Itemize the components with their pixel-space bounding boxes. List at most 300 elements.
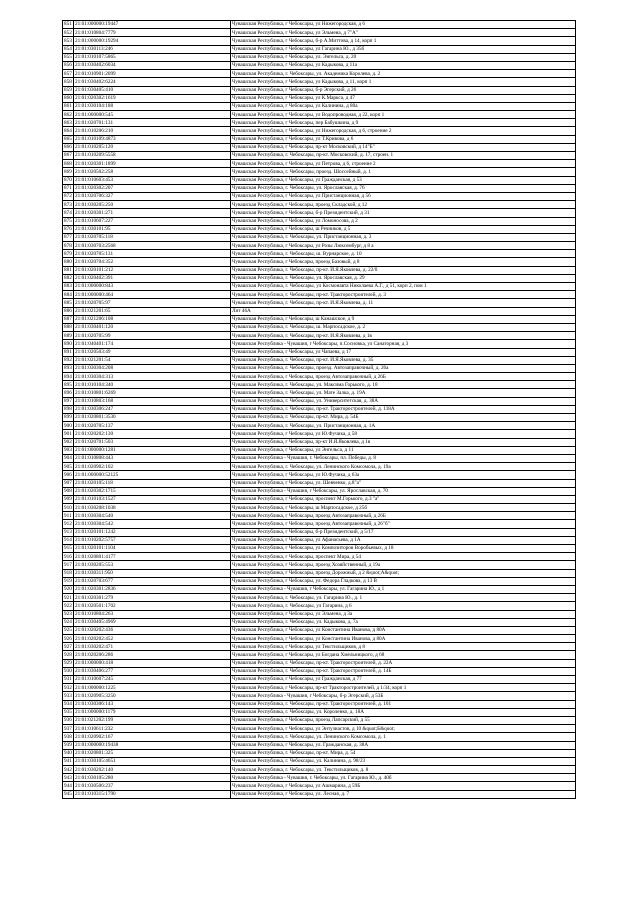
address-cell: Чувашская Республика, г. Чебоксары, ул. Ярославская, д. 76 (231, 184, 576, 192)
cadastral-number-cell: 21:01:030703:2568 (74, 242, 231, 250)
cadastral-number-cell: 21:01:030104:188 (74, 102, 231, 110)
table-row (63, 405, 576, 413)
cadastral-number-cell: 21:01:000000:464 (74, 291, 231, 299)
row-number-cell: 883 (64, 283, 72, 290)
table-row (63, 53, 576, 61)
address-cell: Чувашская Республика, г Чебоксары, проезд Дорожный, д 2 &quot;А&quot; (231, 569, 576, 577)
table-row (63, 274, 576, 282)
row-number-cell: 936 (64, 717, 72, 724)
row-number-cell: 868 (64, 160, 72, 167)
row-number-cell: 899 (64, 414, 72, 421)
cadastral-number-cell: 21:01:030401:120 (74, 323, 231, 331)
table-row (63, 545, 576, 553)
cadastral-number-cell: 21:01:021201:54 (74, 356, 231, 364)
address-cell: Чувашская Республика, г Чебоксары, пр-кт Тракторостроителей, д 1/34, корп 1 (231, 684, 576, 692)
row-number-cell: 897 (64, 398, 72, 405)
address-cell: Чувашская Республика, г Чебоксары, проезд Хозяйственный, д 19а (231, 561, 576, 569)
table-row (63, 643, 576, 651)
address-cell: Чувашская Республика, г. Чебоксары, ул. Пристанционная, д. 3 (231, 233, 576, 241)
address-cell: Чувашская Республика, г. Чебоксары, проезд. Шоссейный, д. 1 (231, 168, 576, 176)
row-number-cell: 920 (64, 586, 72, 593)
row-number-cell: 922 (64, 602, 72, 609)
cadastral-number-cell: 21:01:020501:1702 (74, 602, 231, 610)
row-number-cell: 917 (64, 561, 72, 568)
address-cell: Чувашская Республика, г Чебоксары, проезд Автозаправочный, д 26"б" (231, 520, 576, 528)
row-number-cell: 873 (64, 201, 72, 208)
cadastral-number-cell: 21:01:020801:4177 (74, 553, 231, 561)
table-row (63, 667, 576, 675)
table-row (63, 135, 576, 143)
address-cell: Чувашская Республика, г Чебоксары, ул Энгельса, д 11 (231, 446, 576, 454)
row-number-cell: 943 (64, 774, 72, 781)
cadastral-number-cell: 21:01:020101:1104 (74, 545, 231, 553)
cadastral-number-cell: 21:01:020402:391 (74, 274, 231, 282)
address-cell: Чувашская Республика, г. Чебоксары, ул. Калинина, д. 98/23 (231, 757, 576, 765)
row-number-cell: 896 (64, 389, 72, 396)
address-cell: Чувашская Республика, г. Чебоксары, ул Космонавта Николаева А.Г., д 51, корп 2, пом 1 (231, 283, 576, 291)
row-number-cell: 911 (64, 512, 72, 519)
table-row (63, 716, 576, 724)
table-row (63, 414, 576, 422)
cadastral-number-cell: 21:01:010804:263 (74, 610, 231, 618)
address-cell: Чувашская Республика, г Чебоксары, ул Афанасьева, д 1А (231, 536, 576, 544)
row-number-cell: 876 (64, 226, 72, 233)
table-row (63, 78, 576, 86)
registry-table (62, 20, 576, 799)
table-row (63, 283, 576, 291)
cadastral-number-cell: 21:01:020705:118 (74, 233, 231, 241)
address-cell: Чувашская Республика, г. Чебоксары, пр-кт. Московский, д. 17, строен. 1 (231, 152, 576, 160)
row-number-cell: 942 (64, 766, 72, 773)
address-cell: Чувашская Республика, г Чебоксары, проспект Мира, д 54 (231, 553, 576, 561)
address-cell: Чувашская Республика, г. Чебоксары, ул. Максима Горького, д. 18 (231, 381, 576, 389)
table-row (63, 111, 576, 119)
cadastral-number-cell: 21:01:020202:130 (74, 430, 231, 438)
table-row (63, 700, 576, 708)
table-row (63, 381, 576, 389)
address-cell: Чувашская Республика, г Чебоксары, ш Канашское, д 9 (231, 315, 576, 323)
cadastral-number-cell: 21:01:020301:279 (74, 594, 231, 602)
address-cell: Чувашская Республика, г. Чебоксары, пр-кт. Тракторостроителей, д. 3 (231, 291, 576, 299)
address-cell: Чувашская Республика, г. Чебоксары, пр-кт. Тракторостроителей, д. 118А (231, 405, 576, 413)
cadastral-number-cell: 21:01:010103:1527 (74, 495, 231, 503)
cadastral-number-cell: 21:01:010808:443 (74, 454, 231, 462)
cadastral-number-cell: 21:01:020703:677 (74, 577, 231, 585)
cadastral-number-cell: 21:01:020503:49 (74, 348, 231, 356)
address-cell: Чувашская Республика, г. Чебоксары, пр-кт. И.Я.Яковлева, д 1в (231, 332, 576, 340)
cadastral-number-cell: 21:01:000000:19294 (74, 37, 231, 45)
address-cell: Чувашская Республика, г. Чебоксары, проезд. Автозаправочный, д. 26а (231, 364, 576, 372)
row-number-cell: 932 (64, 684, 72, 691)
row-number-cell: 898 (64, 406, 72, 413)
cadastral-number-cell: 21:01:010607:245 (74, 676, 231, 684)
address-cell: Чувашская Республика, г. Чебоксары, пр-кт. И.Я.Яковлева, д. 11 (231, 299, 576, 307)
row-number-cell: 879 (64, 250, 72, 257)
table-row (63, 708, 576, 716)
row-number-cell: 866 (64, 144, 72, 151)
address-cell: Чувашская Республика, г. Чебоксары, ш. Марпосадское, д. 2 (231, 323, 576, 331)
row-number-cell: 919 (64, 578, 72, 585)
row-number-cell: 884 (64, 291, 72, 298)
cadastral-number-cell: 21:01:020701:131 (74, 119, 231, 127)
table-row (63, 233, 576, 241)
address-cell: Чувашская Республика, г Чебоксары, ул. Гражданская, д. 38А (231, 741, 576, 749)
address-cell: Чувашская Республика, г Чебоксары, ул Розы Люксембург, д 8 а (231, 242, 576, 250)
address-cell: Чувашская Республика, г. Чебоксары, ул. Университетская, д. 38А (231, 397, 576, 405)
address-cell: Чувашская Республика, г. Чебоксары, пр-кт. И.Я.Яковлева, д. 35 (231, 356, 576, 364)
row-number-cell: 935 (64, 709, 72, 716)
cadastral-number-cell: 21:01:030202:471 (74, 643, 231, 651)
row-number-cell: 923 (64, 610, 72, 617)
cadastral-number-cell: 21:01:020105:118 (74, 479, 231, 487)
cadastral-number-cell: 21:01:020301:1899 (74, 160, 231, 168)
table-row (63, 176, 576, 184)
cadastral-number-cell: 21:01:020302:1715 (74, 487, 231, 495)
row-number-cell: 854 (64, 46, 72, 53)
row-number-cell: 904 (64, 455, 72, 462)
cadastral-number-cell: 21:01:030402:6034 (74, 61, 231, 69)
table-row (63, 635, 576, 643)
row-number-cell: 892 (64, 357, 72, 364)
address-cell: Чувашская Республика, г. Чебоксары, ул. Гагарина Ю., д. 1 (231, 594, 576, 602)
address-cell: Чувашская Республика, г Чебоксары, ул Нижегородская, д 6, строение 2 (231, 127, 576, 135)
cadastral-number-cell: 21:01:020704:352 (74, 258, 231, 266)
cadastral-number-cell: 21:01:010205:120 (74, 143, 231, 151)
row-number-cell: 882 (64, 275, 72, 282)
row-number-cell: 927 (64, 643, 72, 650)
registry-table-body (63, 21, 576, 799)
row-number-cell: 931 (64, 676, 72, 683)
address-cell: Чувашская Республика, г Чебоксары, ул Ю.Фучика, д 63а (231, 471, 576, 479)
cadastral-number-cell: 21:01:030202:140 (74, 766, 231, 774)
address-cell: Чувашская Республика, г Чебоксары, ул Эльмена, д 3а (231, 610, 576, 618)
address-cell: Чувашская Республика, г Чебоксары, б-р А.Миттова, д 14, корп 1 (231, 37, 576, 45)
table-row (63, 495, 576, 503)
row-number-cell: 913 (64, 529, 72, 536)
cadastral-number-cell: 21:01:030205:250 (74, 201, 231, 209)
table-row (63, 725, 576, 733)
row-number-cell: 855 (64, 54, 72, 61)
table-row (63, 201, 576, 209)
table-row (63, 610, 576, 618)
address-cell: Чувашская Республика, г Чебоксары, ул Калинина, д 80а (231, 102, 576, 110)
address-cell: Чувашская Республика, г Чебоксары, ул Нижегородская, д 6 (231, 21, 576, 29)
cadastral-number-cell: 21:01:010804:7779 (74, 29, 231, 37)
cadastral-number-cell: 21:01:030101:95 (74, 225, 231, 233)
cadastral-number-cell: 21:01:000000:545 (74, 111, 231, 119)
cadastral-number-cell: 21:01:000000:52125 (74, 471, 231, 479)
cadastral-number-cell: 21:01:020801:325 (74, 749, 231, 757)
row-number-cell: 874 (64, 209, 72, 216)
row-number-cell: 906 (64, 471, 72, 478)
row-number-cell: 890 (64, 340, 72, 347)
address-cell: Чувашская Республика, г Чебоксары, ул. Федора Гладкова, д 13 В (231, 577, 576, 585)
table-row (63, 250, 576, 258)
address-cell: Чувашская Республика, г Чебоксары, ул Константина Иванова, д 80А (231, 626, 576, 634)
row-number-cell: 886 (64, 308, 72, 315)
cadastral-number-cell: 21:01:000000:19447 (74, 21, 231, 29)
table-row (63, 782, 576, 790)
table-row (63, 45, 576, 53)
address-cell: Чувашская Республика, г Чебоксары, ул Энтузиастов, д 10 &quot;Б&quot; (231, 725, 576, 733)
table-row (63, 774, 576, 782)
address-cell: Чувашская Республика, г Чебоксары, ул Константина Иванова, д 80А (231, 635, 576, 643)
table-row (63, 553, 576, 561)
row-number-cell: 856 (64, 62, 72, 69)
table-row (63, 626, 576, 634)
row-number-cell: 880 (64, 258, 72, 265)
address-cell: Чувашская Республика, г Чебоксары, проезд Автозаправочный, д 26Б (231, 512, 576, 520)
cadastral-number-cell: 21:01:000000:843 (74, 283, 231, 291)
row-number-cell: 903 (64, 447, 72, 454)
address-cell: Чувашская Республика, г Чебоксары, ул Ашмарина, д 59Б (231, 782, 576, 790)
row-number-cell: 902 (64, 439, 72, 446)
table-row (63, 70, 576, 78)
address-cell: Чувашская Республика - Чувашия, г Чебоксары, п.Сосновка, ул Санаторная, д 3 (231, 340, 576, 348)
address-cell: Чувашская Республика, г. Чебоксары, ул Гагарина, д 6 (231, 602, 576, 610)
address-cell: Лит 46А (231, 307, 576, 315)
table-row (63, 29, 576, 37)
cadastral-number-cell: 21:01:010803:168 (74, 397, 231, 405)
table-row (63, 356, 576, 364)
table-row (63, 119, 576, 127)
table-row (63, 364, 576, 372)
row-number-cell: 869 (64, 168, 72, 175)
row-number-cell: 925 (64, 627, 72, 634)
cadastral-number-cell: 21:01:020705:97 (74, 299, 231, 307)
table-row (63, 569, 576, 577)
row-number-cell: 905 (64, 463, 72, 470)
cadastral-number-cell: 21:01:010104:340 (74, 381, 231, 389)
cadastral-number-cell: 21:01:000000:1281 (74, 446, 231, 454)
cadastral-number-cell: 21:01:010607:227 (74, 217, 231, 225)
cadastral-number-cell: 21:01:010801:6269 (74, 389, 231, 397)
table-row (63, 487, 576, 495)
row-number-cell: 888 (64, 324, 72, 331)
cadastral-number-cell: 21:01:030304:540 (74, 512, 231, 520)
address-cell: Чувашская Республика, г Чебоксары, ул Т.Кривова, д 6 (231, 135, 576, 143)
cadastral-number-cell: 21:01:010603:453 (74, 176, 231, 184)
address-cell: Чувашская Республика, г Чебоксары, проезд Лапсарский, д 55 (231, 716, 576, 724)
row-number-cell: 909 (64, 496, 72, 503)
row-number-cell: 881 (64, 267, 72, 274)
cadastral-number-cell: 21:01:010611:232 (74, 725, 231, 733)
cadastral-number-cell: 21:01:030304:313 (74, 373, 231, 381)
address-cell: Чувашская Республика, г Чебоксары, пр-кт Московский, д 14"Б" (231, 143, 576, 151)
table-row (63, 258, 576, 266)
table-row (63, 512, 576, 520)
cadastral-number-cell: 21:01:020206:286 (74, 651, 231, 659)
row-number-cell: 926 (64, 635, 72, 642)
address-cell: Чувашская Республика, г. Чебоксары, ш. Вурнарское, д. 10 (231, 250, 576, 258)
row-number-cell: 901 (64, 430, 72, 437)
cadastral-number-cell: 21:01:030105:4651 (74, 757, 231, 765)
address-cell: Чувашская Республика, г Чебоксары, проезд Автозаправочный, д 26Б (231, 373, 576, 381)
address-cell: Чувашская Республика, г Чебоксары, ул Водопроводная, д 22, корп 1 (231, 111, 576, 119)
row-number-cell: 907 (64, 479, 72, 486)
address-cell: Чувашская Республика, г Чебоксары, ул К.Маркса, д 47 (231, 94, 576, 102)
cadastral-number-cell: 21:01:030306:143 (74, 700, 231, 708)
address-cell: Чувашская Республика, г Чебоксары, ул Пристанционная, д 56 (231, 192, 576, 200)
address-cell: Чувашская Республика, г Чебоксары, ул Кадыкова, д 11а (231, 61, 576, 69)
cadastral-number-cell: 21:01:020905:3250 (74, 692, 231, 700)
cadastral-number-cell: 21:01:020902:102 (74, 463, 231, 471)
row-number-cell: 910 (64, 504, 72, 511)
cadastral-number-cell: 21:01:020101:212 (74, 266, 231, 274)
row-number-cell: 875 (64, 217, 72, 224)
row-number-cell: 916 (64, 553, 72, 560)
row-number-cell: 878 (64, 242, 72, 249)
cadastral-number-cell: 21:01:020902:167 (74, 733, 231, 741)
table-row (63, 766, 576, 774)
address-cell: Чувашская Республика - Чувашия, г Чебоксары, ул. Гагарина Ю., д 1 (231, 585, 576, 593)
row-number-cell: 859 (64, 86, 72, 93)
row-number-cell: 865 (64, 136, 72, 143)
row-number-cell: 900 (64, 422, 72, 429)
cadastral-number-cell: 21:01:040401:174 (74, 340, 231, 348)
table-row (63, 21, 576, 29)
cadastral-number-cell: 21:01:010206:210 (74, 127, 231, 135)
row-number-cell: 887 (64, 316, 72, 323)
cadastral-number-cell: 21:01:000000:418 (74, 659, 231, 667)
table-row (63, 438, 576, 446)
table-row (63, 430, 576, 438)
table-row (63, 479, 576, 487)
cadastral-number-cell: 21:01:020301:271 (74, 209, 231, 217)
address-cell: Чувашская Республика, г Чебоксары, пр-кт И.Я.Яковлева, д 1в (231, 438, 576, 446)
row-number-cell: 858 (64, 78, 72, 85)
table-row (63, 749, 576, 757)
address-cell: Чувашская Республика, г. Чебоксары, ул. Ярославская, д. 29 (231, 274, 576, 282)
cadastral-number-cell: 21:01:020705:131 (74, 250, 231, 258)
cadastral-number-cell: 21:01:021201:65 (74, 307, 231, 315)
table-row (63, 454, 576, 462)
row-number-cell: 853 (64, 37, 72, 44)
row-number-cell: 894 (64, 373, 72, 380)
address-cell: Чувашская Республика, г Чебоксары, ул Гражданская, д 53 (231, 176, 576, 184)
table-row (63, 217, 576, 225)
row-number-cell: 912 (64, 520, 72, 527)
table-row (63, 741, 576, 749)
cadastral-number-cell: 21:01:020302:207 (74, 184, 231, 192)
cadastral-number-cell: 21:01:010901:2099 (74, 70, 231, 78)
cadastral-number-cell: 21:01:020801:3530 (74, 414, 231, 422)
address-cell: Чувашская Республика, г Чебоксары, ш Речников, д 5 (231, 225, 576, 233)
cadastral-number-cell: 21:01:020701:503 (74, 438, 231, 446)
table-row (63, 340, 576, 348)
row-number-cell: 945 (64, 791, 72, 798)
row-number-cell: 857 (64, 70, 72, 77)
address-cell: Чувашская Республика, г. Чебоксары, пр-кт. Тракторостроителей, д. 22А (231, 659, 576, 667)
table-row (63, 143, 576, 151)
address-cell: Чувашская Республика, г Чебоксары, ш Марпосадское, д 25б (231, 504, 576, 512)
row-number-cell: 893 (64, 365, 72, 372)
table-row (63, 790, 576, 798)
address-cell: Чувашская Республика, г Чебоксары, ул Ломоносова, д 2 (231, 217, 576, 225)
address-cell: Чувашская Республика, г Чебоксары, ул Богдана Хмельницкого, д 68 (231, 651, 576, 659)
row-number-cell: 895 (64, 381, 72, 388)
address-cell: Чувашская Республика, г Чебоксары, ул. Лесная, д. 7 (231, 790, 576, 798)
table-row (63, 86, 576, 94)
row-number-cell: 852 (64, 29, 72, 36)
address-cell: Чувашская Республика, г Чебоксары, ул Эльмена, д 7"А" (231, 29, 576, 37)
cadastral-number-cell: 21:01:020301:2836 (74, 585, 231, 593)
table-row (63, 192, 576, 200)
cadastral-number-cell: 21:01:030506:237 (74, 782, 231, 790)
address-cell: Чувашская Республика, г Чебоксары, проспект М.Горького, д.3 "а" (231, 495, 576, 503)
table-row (63, 676, 576, 684)
address-cell: Чувашская Республика, г Чебоксары, проезд Складской, д 12 (231, 201, 576, 209)
row-number-cell: 867 (64, 152, 72, 159)
address-cell: Чувашская Республика, г. Чебоксары, ул. Ленинского Комсомола, д. 1 (231, 733, 576, 741)
cadastral-number-cell: 21:01:030406:277 (74, 667, 231, 675)
row-number-cell: 871 (64, 185, 72, 192)
cadastral-number-cell: 21:01:020101:1242 (74, 528, 231, 536)
cadastral-number-cell: 21:01:020705:137 (74, 422, 231, 430)
row-number-cell: 933 (64, 692, 72, 699)
cadastral-number-cell: 21:01:020202:436 (74, 626, 231, 634)
row-number-cell: 864 (64, 127, 72, 134)
address-cell: Чувашская Республика - Чувашия, г Чебоксары, б-р Эгерский, д 53Б (231, 692, 576, 700)
cadastral-number-cell: 21:01:020302:1619 (74, 94, 231, 102)
cadastral-number-cell: 21:01:000000:19438 (74, 741, 231, 749)
table-row (63, 446, 576, 454)
table-row (63, 577, 576, 585)
row-number-cell: 938 (64, 733, 72, 740)
table-row (63, 348, 576, 356)
table-row (63, 463, 576, 471)
cadastral-number-cell: 21:01:030113:246 (74, 45, 231, 53)
row-number-cell: 918 (64, 570, 72, 577)
cadastral-number-cell: 21:01:030304:542 (74, 520, 231, 528)
table-row (63, 536, 576, 544)
table-row (63, 504, 576, 512)
cadastral-number-cell: 21:01:010202:5757 (74, 536, 231, 544)
table-row (63, 127, 576, 135)
table-row (63, 594, 576, 602)
row-number-cell: 939 (64, 741, 72, 748)
address-cell: Чувашская Республика, г Чебоксары, б-р Эгерский, д 26 (231, 86, 576, 94)
table-row (63, 291, 576, 299)
row-number-cell: 915 (64, 545, 72, 552)
row-number-cell: 944 (64, 782, 72, 789)
table-row (63, 618, 576, 626)
table-row (63, 242, 576, 250)
table-row (63, 332, 576, 340)
address-cell: Чувашская Республика - Чувашия, г. Чебоксары, ул. Гагарина Ю., д. 40б (231, 774, 576, 782)
row-number-cell: 851 (64, 21, 72, 28)
table-row (63, 266, 576, 274)
table-row (63, 37, 576, 45)
row-number-cell: 908 (64, 488, 72, 495)
row-number-cell: 928 (64, 651, 72, 658)
cadastral-number-cell: 21:01:030105:280 (74, 774, 231, 782)
cadastral-number-cell: 21:01:000000:1179 (74, 708, 231, 716)
table-row (63, 209, 576, 217)
table-row (63, 323, 576, 331)
table-row (63, 152, 576, 160)
table-row (63, 299, 576, 307)
cadastral-number-cell: 21:01:030311:950 (74, 569, 231, 577)
address-cell: Чувашская Республика, г Чебоксары, б-р Президентский, д 5/17 (231, 528, 576, 536)
row-number-cell: 924 (64, 619, 72, 626)
address-cell: Чувашская Республика, г. Чебоксары, ул. Академика Королева, д. 2 (231, 70, 576, 78)
table-row (63, 422, 576, 430)
address-cell: Чувашская Республика, г. Чебоксары, пр-кт. И.Я.Яковлева, д. 22/0 (231, 266, 576, 274)
row-number-cell: 930 (64, 668, 72, 675)
row-number-cell: 877 (64, 234, 72, 241)
address-cell: Чувашская Республика, г. Чебоксары, пр-кт. Мира, д. 54Б (231, 414, 576, 422)
